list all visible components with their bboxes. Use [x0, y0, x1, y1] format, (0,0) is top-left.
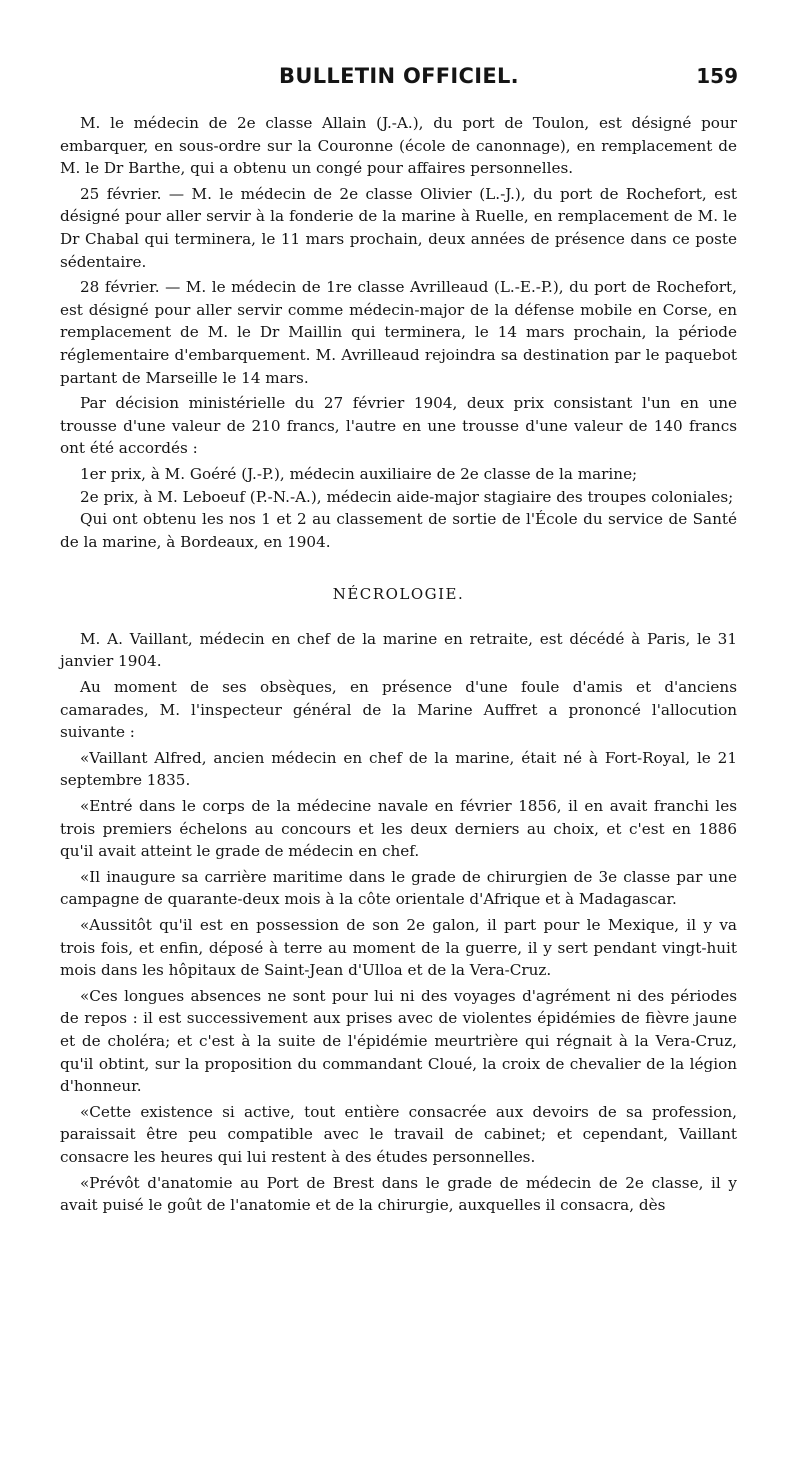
paragraph: Qui ont obtenu les nos 1 et 2 au classement de sortie de l'École du service de Santé de la marine, à Bordeaux, en 1904. — [60, 510, 737, 551]
section-heading: NÉCROLOGIE. — [332, 585, 465, 604]
paragraph: «Cette existence si active, tout entière consacrée aux devoirs de sa profession, paraissait être peu compatible avec le travail de cabinet; et cependant, Vaillant consacre les heures qui lui restent à des études personnelles. — [60, 1102, 737, 1166]
prize-entry: 2e prix, à M. Leboeuf (P.-N.-A.), médecin aide-major stagiaire des troupes coloniales; — [80, 487, 734, 506]
prize-entry: 1er prix, à M. Goéré (J.-P.), médecin auxiliaire de 2e classe de la marine; — [80, 464, 638, 483]
document-body — [60, 112, 737, 1220]
paragraph: «Entré dans le corps de la médecine navale en février 1856, il en avait franchi les trois premiers échelons au concours et les deux derniers au choix, et c'est en 1886 qu'il avait atteint le grade de médecin en chef. — [60, 797, 737, 861]
paragraph: «Ces longues absences ne sont pour lui ni des voyages d'agrément ni des périodes de repos : il est successivement aux prises avec de violentes épidémies de fièvre jaune et de choléra; et c'est à la suite de l'épidémie meurtrière qui régnait à la Vera-Cruz, qu'il obtint, sur la proposition du commandant Cloué, la croix de chevalier de la légion d'honneur. — [60, 986, 737, 1096]
paragraph: 25 février. — M. le médecin de 2e classe Olivier (L.-J.), du port de Rochefort, est désigné pour aller servir à la fonderie de la marine à Ruelle, en remplacement de M. le Dr Chabal qui terminera, le 11 mars prochain, deux années de présence dans ce poste sédentaire. — [60, 184, 737, 271]
running-title: BULLETIN OFFICIEL. — [279, 64, 519, 88]
page-header — [60, 64, 738, 94]
paragraph: Par décision ministérielle du 27 février 1904, deux prix consistant l'un en une trousse d'une valeur de 210 francs, l'autre en une trousse d'une valeur de 140 francs ont été accordés : — [60, 394, 737, 458]
page-number: 159 — [696, 64, 738, 88]
paragraph: «Il inaugure sa carrière maritime dans le grade de chirurgien de 3e classe par une campagne de quarante-deux mois à la côte orientale d'Afrique et à Madagascar. — [60, 867, 737, 909]
paragraph: 28 février. — M. le médecin de 1re classe Avrilleaud (L.-E.-P.), du port de Rochefort, est désigné pour aller servir comme médecin-major de la défense mobile en Corse, en remplacement de M. le Dr Maillin qui terminera, le 14 mars prochain, la période réglementaire d'embarquement. M. Avrilleaud rejoindra sa destination par le paquebot partant de Marseille le 14 mars. — [60, 278, 737, 387]
paragraph: M. A. Vaillant, médecin en chef de la marine en retraite, est décédé à Paris, le 31 janvier 1904. — [60, 629, 737, 671]
paragraph: Au moment de ses obsèques, en présence d'une foule d'amis et d'anciens camarades, M. l'inspecteur général de la Marine Auffret a prononcé l'allocution suivante : — [60, 678, 737, 742]
paragraph: «Aussitôt qu'il est en possession de son 2e galon, il part pour le Mexique, il y va trois fois, et enfin, déposé à terre au moment de la guerre, il y sert pendant vingt-huit mois dans les hôpitaux de Saint-Jean d'Ulloa et de la Vera-Cruz. — [60, 916, 737, 980]
paragraph: «Prévôt d'anatomie au Port de Brest dans le grade de médecin de 2e classe, il y avait puisé le goût de l'anatomie et de la chirurgie, auxquelles il consacra, dès — [60, 1173, 737, 1215]
paragraph: «Vaillant Alfred, ancien médecin en chef de la marine, était né à Fort-Royal, le 21 septembre 1835. — [60, 748, 737, 790]
paragraph: M. le médecin de 2e classe Allain (J.-A.), du port de Toulon, est désigné pour embarquer, en sous-ordre sur la Couronne (école de canonnage), en remplacement de M. le Dr Barthe, qui a obtenu un congé pour affaires personnelles. — [60, 114, 737, 178]
